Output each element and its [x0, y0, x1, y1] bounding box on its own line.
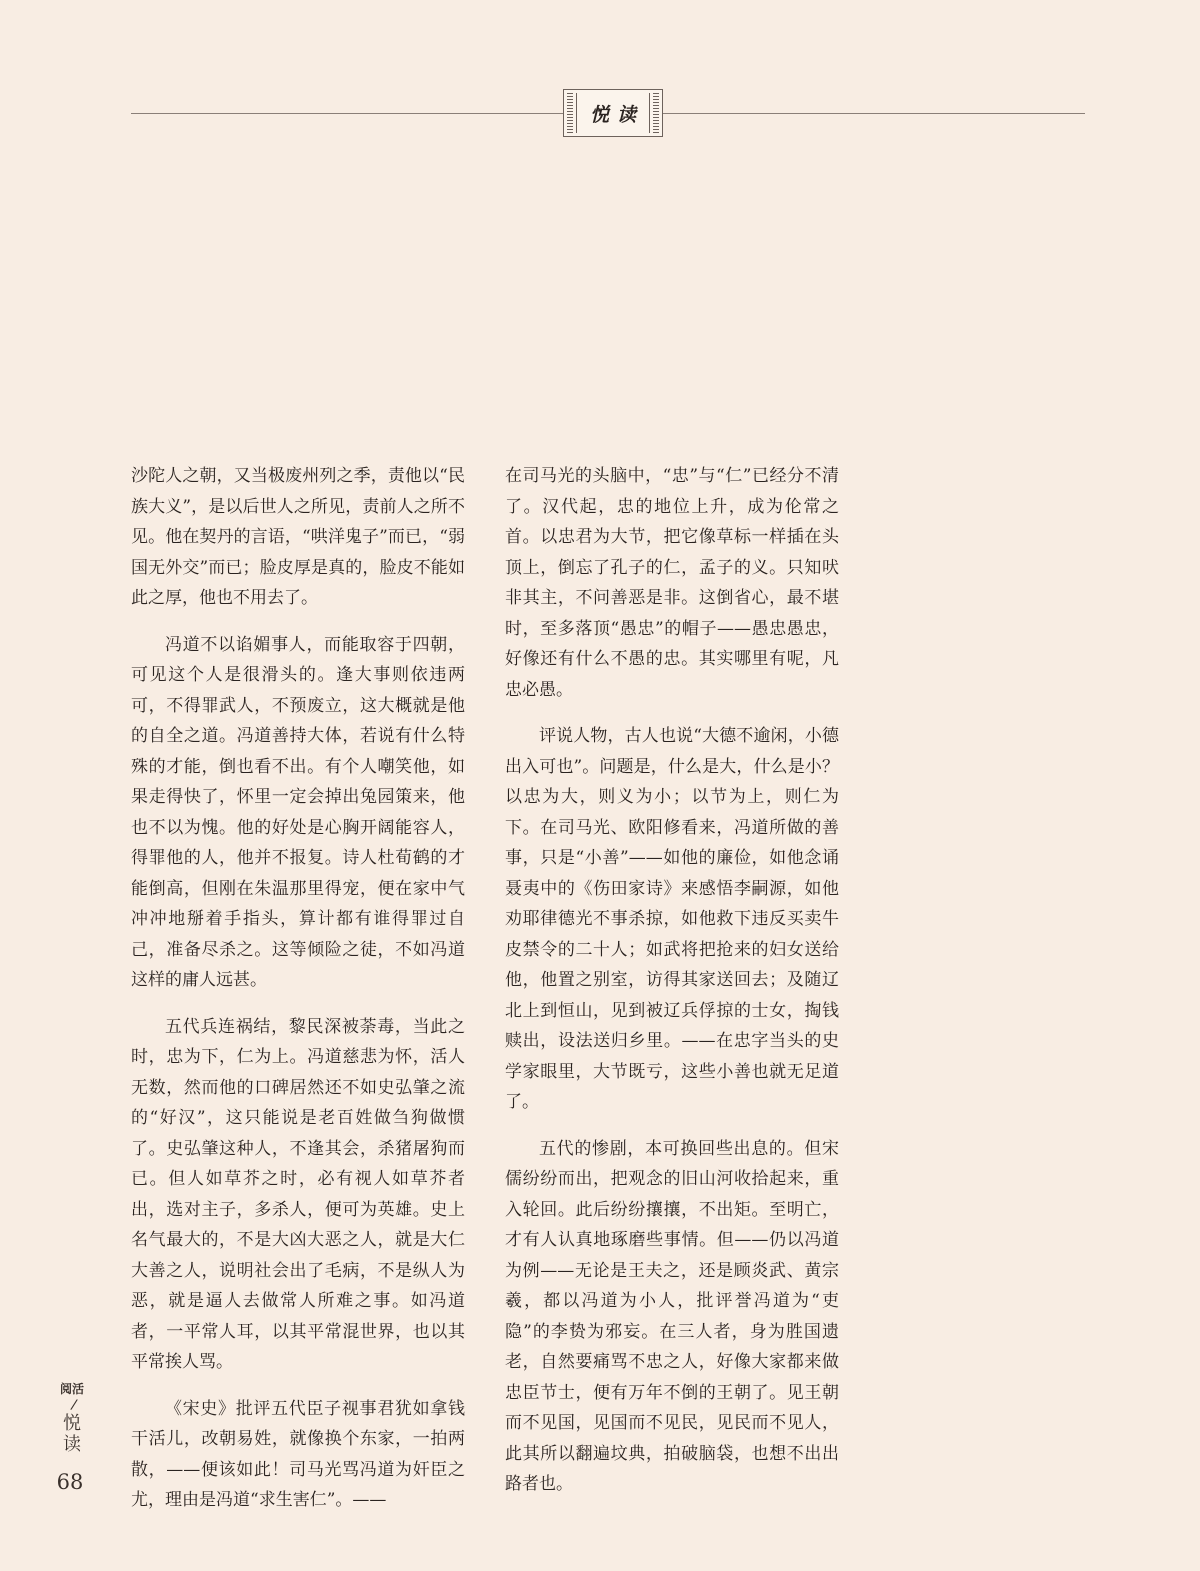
header-rule-right: [663, 113, 1085, 114]
page-number: 68: [56, 1470, 84, 1494]
section-badge: [563, 89, 663, 137]
paragraph: 沙陀人之朝，又当极废州列之季，责他以“民族大义”，是以后世人之所见，责前人之所不见。他在契丹的言语，“哄洋鬼子”而已，“弱国无外交”而已；脸皮厚是真的，脸皮不能如此之厚，他也不用去了。: [131, 466, 465, 608]
text-column-left: [131, 461, 465, 1532]
paragraph: 冯道不以谄媚事人，而能取容于四朝，可见这个人是很滑头的。逢大事则依违两可，不得罪武人，不预废立，这大概就是他的自全之道。冯道善持大体，若说有什么特殊的才能，倒也看不出。有个人嘲笑他，如果走得快了，怀里一定会掉出兔园策来，他也不以为愧。他的好处是心胸开阔能容人，得罪他的人，他并不报复。诗人杜荀鹤的才能倒高，但刚在朱温那里得宠，便在家中气冲冲地掰着手指头，算计都有谁得罪过自己，准备尽杀之。这等倾险之徒，不如冯道这样的庸人远甚。: [131, 634, 465, 990]
paragraph: 五代的惨剧，本可换回些出息的。但宋儒纷纷而出，把观念的旧山河收拾起来，重入轮回。此后纷纷攘攘，不出矩。至明亡，才有人认真地琢磨些事情。但——仍以冯道为例——无论是王夫之，还是顾炎武、黄宗羲，都以冯道为小人，批评誉冯道为“吏隐”的李贽为邪妄。在三人者，身为胜国遗老，自然要痛骂不忠之人，好像大家都来做忠臣节士，便有万年不倒的王朝了。见王朝而不见国，见国而不见民，见民而不见人，此其所以翻遍坟典，拍破脑袋，也想不出出路者也。: [505, 1138, 839, 1494]
section-badge-frame: [576, 93, 650, 133]
brand-small: 阅活: [60, 1382, 85, 1396]
brand-slash: /: [69, 1396, 79, 1414]
paragraph: 在司马光的头脑中，“忠”与“仁”已经分不清了。汉代起，忠的地位上升，成为伦常之首。以忠君为大节，把它像草标一样插在头顶上，倒忘了孔子的仁，孟子的义。只知吠非其主，不问善恶是非。这倒省心，最不堪时，至多落顶“愚忠”的帽子——愚忠愚忠，好像还有什么不愚的忠。其实哪里有呢，凡忠必愚。: [505, 466, 839, 700]
brand-section: 悦读: [63, 1413, 81, 1455]
text-column-right: [505, 461, 839, 1516]
paragraph: 评说人物，古人也说“大德不逾闲，小德出入可也”。问题是，什么是大，什么是小？以忠为大，则义为小；以节为上，则仁为下。在司马光、欧阳修看来，冯道所做的善事，只是“小善”——如他的廉俭，如他念诵聂夷中的《伤田家诗》来感悟李嗣源，如他劝耶律德光不事杀掠，如他救下违反买卖牛皮禁令的二十人；如武将把抢来的妇女送给他，他置之别室，访得其家送回去；及随辽北上到恒山，见到被辽兵俘掠的士女，掏钱赎出，设法送归乡里。——在忠字当头的史学家眼里，大节既亏，这些小善也就无足道了。: [505, 726, 839, 1112]
header-rule-left: [131, 113, 563, 114]
paragraph: 《宋史》批评五代臣子视事君犹如拿钱干活儿，改朝易姓，就像换个东家，一拍两散，——便该如此！司马光骂冯道为奸臣之尤，理由是冯道“求生害仁”。——: [131, 1398, 465, 1510]
section-badge-label: 悦读: [589, 103, 644, 126]
magazine-brand: [60, 1382, 84, 1455]
paragraph: 五代兵连祸结，黎民深被荼毒，当此之时，忠为下，仁为上。冯道慈悲为怀，活人无数，然而他的口碑居然还不如史弘肇之流的“好汉”，这只能说是老百姓做刍狗做惯了。史弘肇这种人，不逢其会，杀猪屠狗而已。但人如草芥之时，必有视人如草芥者出，选对主子，多杀人，便可为英雄。史上名气最大的，不是大凶大恶之人，就是大仁大善之人，说明社会出了毛病，不是纵人为恶，就是逼人去做常人所难之事。如冯道者，一平常人耳，以其平常混世界，也以其平常挨人骂。: [131, 1016, 465, 1372]
